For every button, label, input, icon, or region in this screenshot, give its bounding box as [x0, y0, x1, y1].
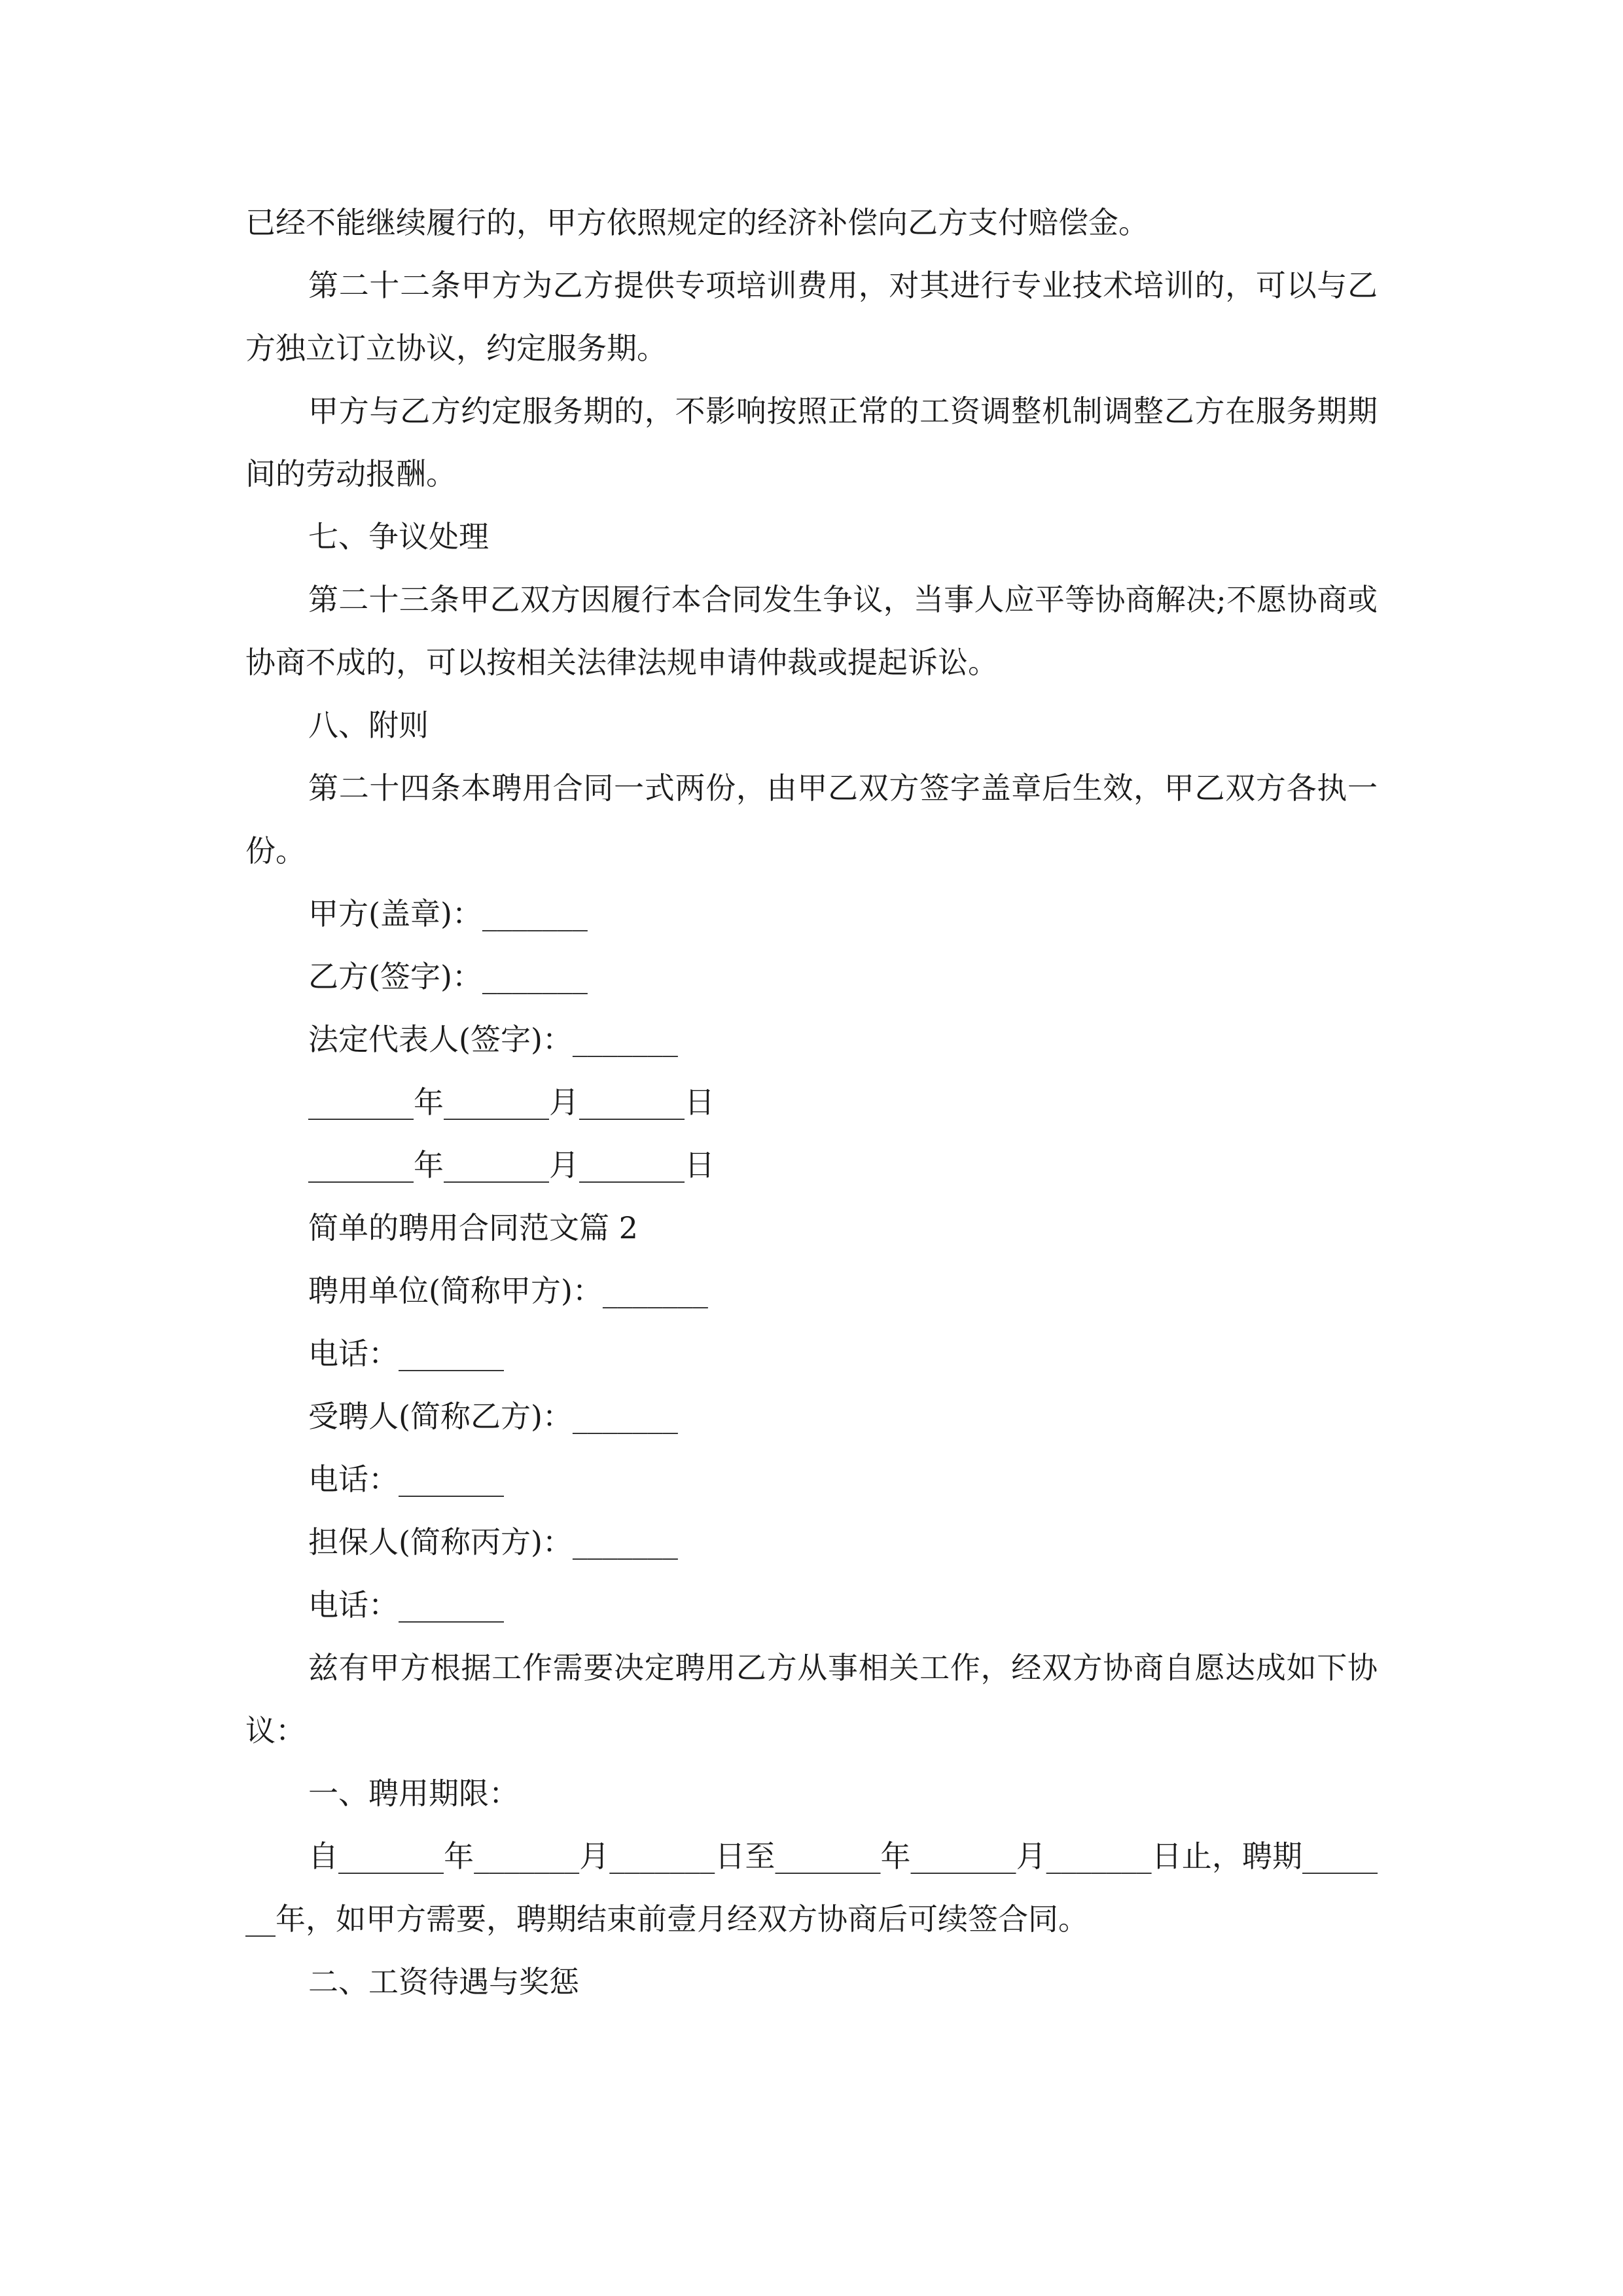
signature-line: 甲方(盖章)：_______ — [308, 896, 588, 931]
date-line: _______年_______月_______日 — [308, 1147, 715, 1183]
section-heading: 八、附则 — [308, 708, 429, 743]
section-heading: 七、争议处理 — [308, 519, 489, 554]
party-line: 聘用单位(简称甲方)：_______ — [308, 1273, 708, 1308]
paragraph: 第二十三条甲乙双方因履行本合同发生争议，当事人应平等协商解决;不愿协商或协商不成的，可以按相关法律法规申请仲裁或提起诉讼。 — [245, 582, 1378, 680]
phone-line: 电话：_______ — [308, 1462, 504, 1497]
phone-line: 电话：_______ — [308, 1587, 504, 1623]
signature-line: 法定代表人(签字)：_______ — [308, 1022, 678, 1057]
paragraph: 自_______年_______月_______日至_______年_______月_______日止，聘期_______年，如甲方需要，聘期结束前壹月经双方协商后可续签合同。 — [245, 1839, 1378, 1937]
date-line: _______年_______月_______日 — [308, 1085, 715, 1120]
party-line: 受聘人(简称乙方)：_______ — [308, 1399, 678, 1434]
signature-line: 乙方(签字)：_______ — [308, 959, 588, 994]
paragraph: 第二十二条甲方为乙方提供专项培训费用，对其进行专业技术培训的，可以与乙方独立订立协议，约定服务期。 — [245, 268, 1378, 366]
party-line: 担保人(简称丙方)：_______ — [308, 1524, 678, 1560]
section-heading: 二、工资待遇与奖惩 — [308, 1964, 579, 2000]
paragraph: 兹有甲方根据工作需要决定聘用乙方从事相关工作，经双方协商自愿达成如下协议： — [245, 1650, 1378, 1748]
document-body — [245, 191, 1378, 2013]
paragraph: 已经不能继续履行的，甲方依照规定的经济补偿向乙方支付赔偿金。 — [245, 205, 1149, 240]
paragraph: 第二十四条本聘用合同一式两份，由甲乙双方签字盖章后生效，甲乙双方各执一份。 — [245, 770, 1378, 869]
section-heading: 一、聘用期限： — [308, 1776, 519, 1811]
paragraph: 甲方与乙方约定服务期的，不影响按照正常的工资调整机制调整乙方在服务期期间的劳动报酬。 — [245, 393, 1378, 492]
phone-line: 电话：_______ — [308, 1336, 504, 1371]
document-title: 简单的聘用合同范文篇 2 — [308, 1210, 638, 1246]
